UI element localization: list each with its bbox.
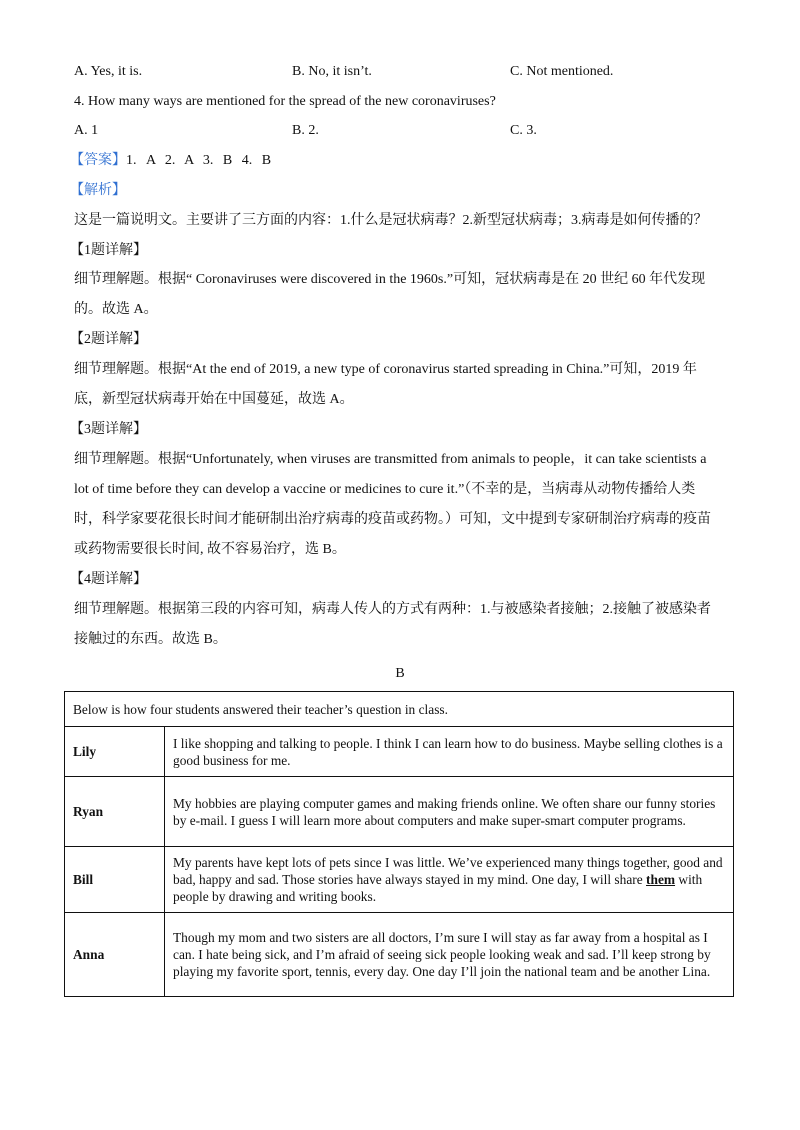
q3-detail-line4: 或药物需要很长时间, 故不容易治疗，选 B。	[74, 542, 346, 557]
q3-option-c: C. Not mentioned.	[510, 64, 614, 79]
q3-detail-line1: 细节理解题。根据“Unfortunately, when viruses are transmitted from animals to people，it can take scientists a	[74, 452, 707, 467]
students-table	[64, 691, 734, 997]
answer-text: 1. A 2. A 3. B 4. B	[126, 153, 272, 168]
q4-question: 4. How many ways are mentioned for the spread of the new coronaviruses?	[74, 94, 496, 109]
q1-detail-title: 【1题详解】	[70, 243, 147, 258]
q2-detail-line2: 底，新型冠状病毒开始在中国蔓延，故选 A。	[74, 392, 354, 407]
table-row	[65, 913, 734, 997]
underlined-word: them	[646, 872, 676, 887]
answer-label: 【答案】	[70, 153, 126, 168]
answer-text-before: My parents have kept lots of pets since I was little. We’ve experienced many things together, good and bad, happy and sad. Those stories have always stayed in my mind. One day, I will share	[173, 855, 723, 887]
q4-detail-line2: 接触过的东西。故选 B。	[74, 632, 227, 647]
q3-detail-title: 【3题详解】	[70, 422, 147, 437]
table-row	[65, 847, 734, 913]
student-answer: Though my mom and two sisters are all doctors, I’m sure I will stay as far away from a hospital as I can. I hate being sick, and I’m afraid of seeing sick people looking weak and sad. I’ll keep strong by playing my favorite sport, tennis, every day. One day I’ll join the national team and be another Lina.	[165, 913, 734, 997]
table-intro-row	[65, 692, 734, 727]
analysis-summary: 这是一篇说明文。主要讲了三方面的内容：1.什么是冠状病毒？2.新型冠状病毒；3.病毒是如何传播的？	[74, 213, 708, 228]
table-row	[65, 777, 734, 847]
q4-option-a: A. 1	[74, 123, 99, 138]
q3-detail-line3: 时，科学家要花很长时间才能研制出治疗病毒的疫苗或药物。）可知，文中提到专家研制治疗病毒的疫苗	[74, 512, 711, 527]
q1-detail-line1: 细节理解题。根据“ Coronaviruses were discovered in the 1960s.”可知，冠状病毒是在 20 世纪 60 年代发现	[74, 272, 706, 287]
student-name: Bill	[65, 847, 165, 913]
q4-option-c: C. 3.	[510, 123, 537, 138]
student-name: Lily	[65, 727, 165, 777]
student-answer	[165, 847, 734, 913]
answer-line	[70, 151, 271, 171]
q2-detail-line1: 细节理解题。根据“At the end of 2019, a new type of coronavirus started spreading in China.”可知，2019 年	[74, 362, 697, 377]
section-label: B	[395, 666, 405, 681]
q4-detail-line1: 细节理解题。根据第三段的内容可知，病毒人传人的方式有两种：1.与被感染者接触；2.接触了被感染者	[74, 602, 711, 617]
q1-detail-line2: 的。故选 A。	[74, 302, 158, 317]
analysis-label: 【解析】	[70, 183, 126, 198]
q3-option-a: A. Yes, it is.	[74, 64, 143, 79]
q2-detail-title: 【2题详解】	[70, 332, 147, 347]
student-answer: My hobbies are playing computer games and making friends online. We often share our funny stories by e-mail. I guess I will learn more about computers and make super-smart computer programs.	[165, 777, 734, 847]
table-intro: Below is how four students answered their teacher’s question in class.	[65, 692, 734, 727]
student-answer: I like shopping and talking to people. I think I can learn how to do business. Maybe selling clothes is a good business for me.	[165, 727, 734, 777]
q3-detail-line2: lot of time before they can develop a vaccine or medicines to cure it.”（不幸的是，当病毒从动物传播给人类	[74, 482, 696, 497]
q3-option-b: B. No, it isn’t.	[292, 64, 372, 79]
student-name: Anna	[65, 913, 165, 997]
answer-text-after: with people by drawing and writing books.	[173, 872, 703, 904]
q4-option-b: B. 2.	[292, 123, 319, 138]
table-row	[65, 727, 734, 777]
q4-detail-title: 【4题详解】	[70, 572, 147, 587]
student-name: Ryan	[65, 777, 165, 847]
